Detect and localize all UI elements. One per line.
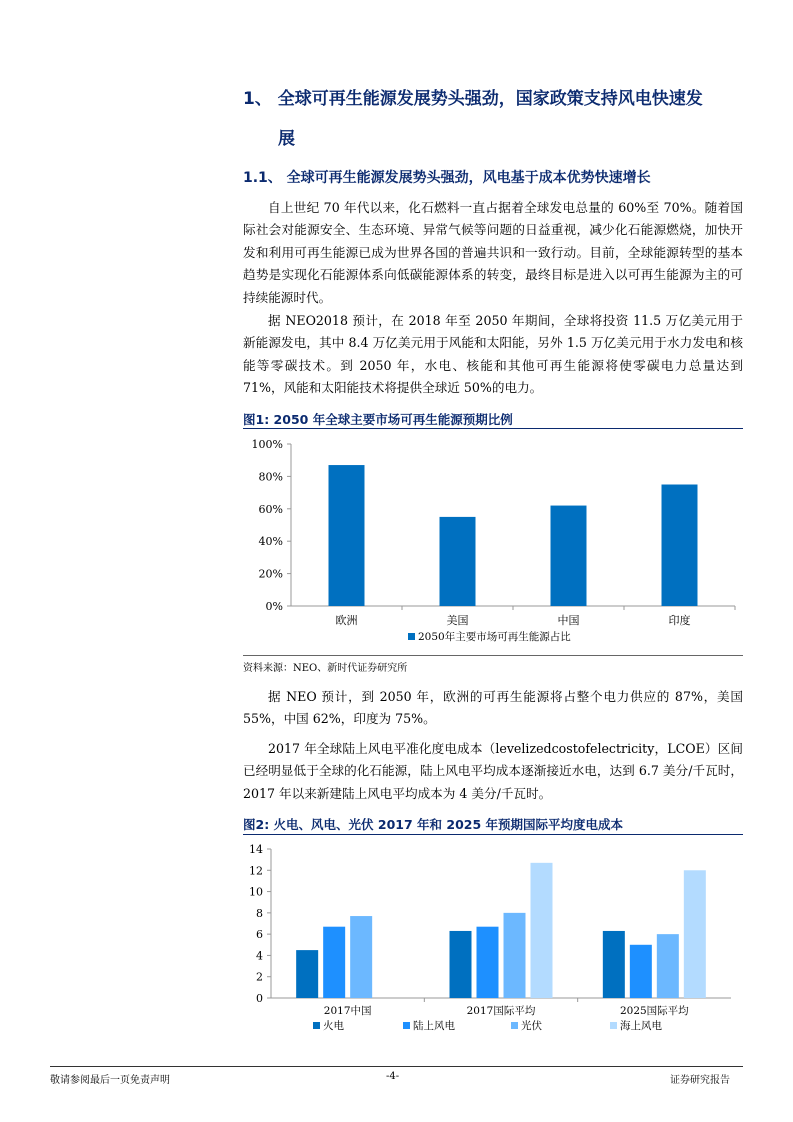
x-tick-label: 2017国际平均 xyxy=(466,1005,536,1017)
footer-disclaimer: 敬请参阅最后一页免责声明 xyxy=(50,1075,170,1086)
bar-1-1 xyxy=(296,950,318,998)
figure1-title: 图1: 2050 年全球主要市场可再生能源预期比例 xyxy=(243,412,513,427)
y-tick-label: 20% xyxy=(258,567,283,581)
bar-1-3 xyxy=(350,916,372,998)
y-tick-label: 12 xyxy=(249,864,263,878)
legend-label-2: 陆上风电 xyxy=(413,1020,455,1032)
bar-3 xyxy=(551,506,587,606)
x-tick-label: 2017中国 xyxy=(323,1005,372,1017)
paragraph-2: 据 NEO2018 预计，在 2018 年至 2050 年期间，全球将投资 11.5 万亿美元用于新能源发电，其中 8.4 万亿美元用于风能和太阳能，另外 1.5 万亿美元用于水力发电和核能等零碳技术。到 2050 年，水电、核能和其他可再生能源将使零碳电力总量达到 71%，风能和太阳能技术将提供全球近 50%的电力。 xyxy=(243,313,743,396)
figure2-chart xyxy=(243,836,743,1040)
legend-label-3: 光伏 xyxy=(521,1020,542,1032)
legend-label: 2050年主要市场可再生能源占比 xyxy=(418,631,571,643)
bar-3-2 xyxy=(630,945,652,998)
y-tick-label: 2 xyxy=(256,970,263,984)
paragraph-1: 自上世纪 70 年代以来，化石燃料一直占据着全球发电总量的 60%至 70%。随着国际社会对能源安全、生态环境、异常气候等问题的日益重视，减少化石能源燃烧，加快开发和利用可再生能源已成为世界各国的普遍共识和一致行动。目前，全球能源转型的基本趋势是实现化石能源体系向低碳能源体系的转变，最终目标是进入以可再生能源为主的可持续能源时代。 xyxy=(243,200,743,305)
bar-2-3 xyxy=(504,913,526,998)
bar-2-4 xyxy=(531,863,553,998)
y-tick-label: 4 xyxy=(256,949,263,963)
x-tick-label: 印度 xyxy=(668,614,691,627)
bar-3-1 xyxy=(603,931,625,998)
legend-swatch-2 xyxy=(403,1022,410,1029)
y-tick-label: 80% xyxy=(258,470,283,484)
figure1-chart xyxy=(243,430,743,652)
y-tick-label: 100% xyxy=(251,438,283,451)
legend-label-1: 火电 xyxy=(323,1020,344,1032)
section-heading: 1、 全球可再生能源发展势头强劲，国家政策支持风电快速发 xyxy=(243,89,703,109)
x-tick-label: 欧洲 xyxy=(335,614,358,627)
figure1-top-rule xyxy=(243,428,743,429)
page-number: -4- xyxy=(386,1071,400,1082)
footer-report-type: 证券研究报告 xyxy=(670,1075,730,1086)
bar-4 xyxy=(662,485,698,607)
figure2-title: 图2: 火电、风电、光伏 2017 年和 2025 年预期国际平均度电成本 xyxy=(243,817,624,832)
paragraph-3: 据 NEO 预计，到 2050 年，欧洲的可再生能源将占整个电力供应的 87%，美国 55%，中国 62%，印度为 75%。 xyxy=(243,689,743,727)
legend-swatch xyxy=(408,633,415,640)
bar-2-2 xyxy=(477,927,499,998)
bar-1 xyxy=(329,465,365,606)
legend-swatch-3 xyxy=(511,1022,518,1029)
figure1-source: 资料来源：NEO、新时代证券研究所 xyxy=(243,663,408,674)
bar-2 xyxy=(440,517,476,606)
y-tick-label: 14 xyxy=(249,843,263,856)
y-tick-label: 60% xyxy=(258,502,283,516)
y-tick-label: 10 xyxy=(249,885,263,899)
bar-1-2 xyxy=(323,927,345,998)
figure1-bottom-rule xyxy=(243,655,743,656)
y-tick-label: 8 xyxy=(256,906,263,920)
legend-label-4: 海上风电 xyxy=(620,1020,662,1032)
x-tick-label: 2025国际平均 xyxy=(619,1005,689,1017)
footer-rule xyxy=(50,1066,743,1067)
y-tick-label: 6 xyxy=(256,928,263,942)
legend-swatch-4 xyxy=(610,1022,617,1029)
y-tick-label: 0 xyxy=(256,992,263,1005)
paragraph-4: 2017 年全球陆上风电平准化度电成本（levelizedcostofelectricity，LCOE）区间已经明显低于全球的化石能源，陆上风电平均成本逐渐接近水电，达到 6.7 美分/千瓦时，2017 年以来新建陆上风电平均成本为 4 美分/千瓦时。 xyxy=(243,741,743,801)
x-tick-label: 美国 xyxy=(446,614,469,627)
legend-swatch-1 xyxy=(313,1022,320,1029)
bar-3-3 xyxy=(657,934,679,998)
bar-3-4 xyxy=(684,870,706,998)
x-tick-label: 中国 xyxy=(557,614,580,627)
bar-2-1 xyxy=(450,931,472,998)
y-tick-label: 40% xyxy=(258,535,283,549)
figure2-top-rule xyxy=(243,834,743,835)
y-tick-label: 0% xyxy=(265,600,283,613)
subsection-heading: 1.1、 全球可再生能源发展势头强劲，风电基于成本优势快速增长 xyxy=(243,170,651,186)
section-heading-continued: 展 xyxy=(278,129,295,149)
